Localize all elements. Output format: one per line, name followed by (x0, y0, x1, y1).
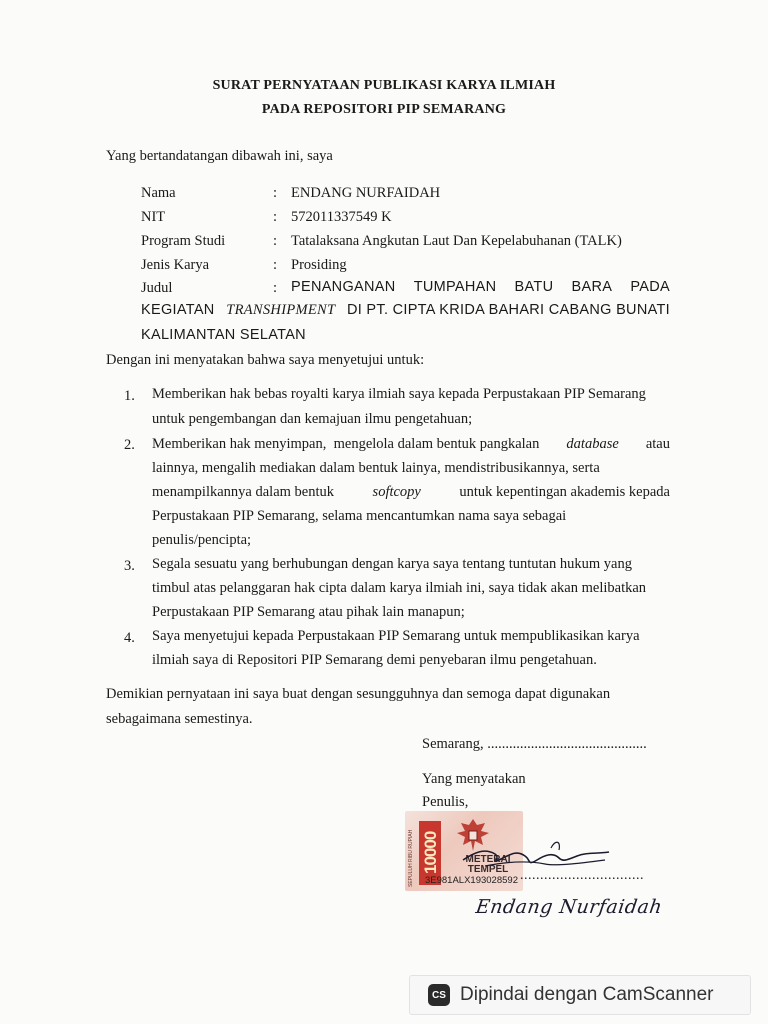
list-item-number: 2. (124, 437, 135, 453)
field-colon: : (273, 280, 278, 296)
list-item-line: untuk pengembangan dan kemajuan ilmu pengetahuan; (152, 411, 473, 427)
list-item-line: timbul atas pelanggaran hak cipta dalam karya ilmiah ini, saya tidak akan melibatkan (152, 580, 647, 596)
judul-line2 (141, 302, 670, 319)
stamp-title-line2: TEMPEL (467, 864, 509, 875)
document-title-line1: SURAT PERNYATAAN PUBLIKASI KARYA ILMIAH (212, 78, 556, 93)
list-item-text: atau (642, 436, 670, 452)
judul-word: PENANGANAN (291, 279, 396, 295)
judul-word: BATU (514, 279, 554, 295)
field-value-nit: 572011337549 K (291, 209, 392, 225)
stamp-serial: 3E981ALX193028592 (425, 875, 518, 886)
judul-word: PADA (630, 279, 670, 295)
field-label-nama: Nama (141, 185, 176, 201)
list-item-line: Perpustakaan PIP Semarang, selama mencantumkan nama saya sebagai (152, 508, 567, 524)
list-item-line (152, 436, 670, 453)
list-item-line: Perpustakaan PIP Semarang atau pihak lain manapun; (152, 604, 465, 620)
field-value-program-studi: Tatalaksana Angkutan Laut Dan Kepelabuhanan (TALK) (291, 233, 622, 249)
stamp-side-text: SEPULUH RIBU RUPIAH (408, 829, 414, 887)
list-item-line: lainnya, mengalih mediakan dalam bentuk lainya, mendistribusikannya, serta (152, 460, 600, 476)
field-colon: : (273, 185, 278, 201)
field-label-jenis-karya: Jenis Karya (141, 257, 210, 273)
field-label-nit: NIT (141, 209, 166, 225)
list-item-italic: softcopy (372, 484, 421, 500)
document-title-line2: PADA REPOSITORI PIP SEMARANG (261, 102, 507, 117)
judul-part: KEGIATAN (141, 302, 215, 318)
judul-word: TUMPAHAN (413, 279, 497, 295)
judul-italic: TRANSHIPMENT (226, 302, 336, 318)
signature-line: ............................... (520, 868, 644, 883)
field-value-jenis-karya: Prosiding (291, 257, 347, 273)
list-item-line: Segala sesuatu yang berhubungan dengan karya saya tentang tuntutan hukum yang (152, 556, 632, 572)
list-item-number: 3. (124, 558, 135, 574)
closing-text-line2: sebagaimana semestinya. (106, 711, 253, 727)
list-item-line (152, 484, 670, 501)
field-colon: : (273, 257, 278, 273)
stamp-title-line1: METERAI (465, 854, 511, 865)
signer-role: Penulis, (422, 794, 469, 810)
field-colon: : (273, 209, 278, 225)
field-value-nama: ENDANG NURFAIDAH (291, 185, 441, 201)
list-item-text: untuk kepentingan akademis kepada (455, 484, 670, 500)
declaration-text: Dengan ini menyatakan bahwa saya menyetujui untuk: (106, 352, 425, 368)
list-item-text: menampilkannya dalam bentuk (152, 484, 338, 500)
camscanner-text: Dipindai dengan CamScanner (460, 984, 714, 1005)
place-date: Semarang, ............................................ (422, 736, 647, 752)
list-item-text: Memberikan hak menyimpan, mengelola dalam bentuk pangkalan (152, 436, 543, 452)
list-item-number: 4. (124, 630, 135, 646)
list-item-line: Memberikan hak bebas royalti karya ilmiah saya kepada Perpustakaan PIP Semarang (152, 386, 646, 402)
list-item-italic: database (566, 436, 619, 452)
field-label-program-studi: Program Studi (141, 233, 226, 249)
list-item-number: 1. (124, 388, 135, 404)
field-label-judul: Judul (141, 280, 173, 296)
intro-text: Yang bertandatangan dibawah ini, saya (106, 148, 333, 164)
list-item-line: ilmiah saya di Repositori PIP Semarang demi penyebaran ilmu pengetahuan. (152, 652, 597, 668)
closing-text-line1: Demikian pernyataan ini saya buat dengan sesungguhnya dan semoga dapat digunakan (106, 686, 611, 702)
field-colon: : (273, 233, 278, 249)
signer-label: Yang menyatakan (422, 771, 526, 787)
judul-part: DI PT. CIPTA KRIDA BAHARI CABANG BUNATI (347, 302, 670, 318)
judul-line1 (291, 279, 670, 295)
camscanner-watermark (409, 975, 751, 1015)
judul-word: BARA (571, 279, 613, 295)
list-item-line: Saya menyetujui kepada Perpustakaan PIP Semarang untuk mempublikasikan karya (152, 628, 640, 644)
judul-line3: KALIMANTAN SELATAN (141, 327, 306, 343)
handwritten-name: Endang Nurfaidah (474, 896, 664, 918)
list-item-line: penulis/pencipta; (152, 532, 252, 548)
camscanner-logo-icon: CS (428, 984, 450, 1006)
stamp-denomination: 10000 (421, 831, 440, 875)
